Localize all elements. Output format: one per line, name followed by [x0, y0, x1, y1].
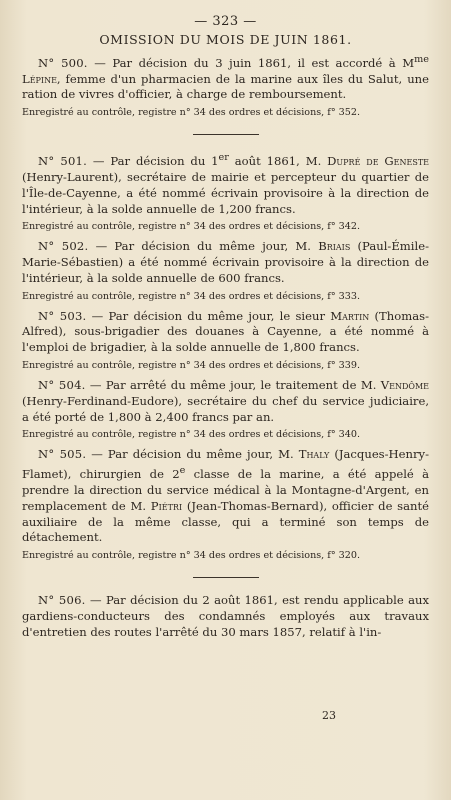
- entry-number: N° 505.: [38, 447, 87, 462]
- entry-text-before: — Par décision du même jour, M.: [88, 239, 319, 254]
- entry-number: N° 500.: [38, 55, 88, 70]
- entry-text-before: — Par décision du même jour, M.: [86, 447, 299, 462]
- person-name-2: Piétri: [150, 498, 183, 513]
- registration-note: Enregistré au contrôle, registre n° 34 des ordres et décisions, f° 333.: [22, 290, 361, 302]
- entry-505: [22, 447, 429, 563]
- entry-text-before: — Par décision du même jour, le sieur: [86, 308, 331, 323]
- entry-number: N° 503.: [38, 308, 87, 323]
- entry-superscript: e: [179, 465, 186, 477]
- entry-506: [22, 593, 429, 640]
- entry-text-before: — Par arrêté du même jour, le traitement de M.: [85, 378, 381, 393]
- entry-text-mid: (Jacques-Henry-Flamet), chirurgien de 2: [22, 447, 429, 482]
- person-name: Thaly: [298, 447, 330, 462]
- entry-text: [22, 52, 429, 103]
- entry-text-after: classe de la marine, a été appelé à prendre la direction du service médical à la Montagne-d'Argent, en remplacement de M.: [22, 467, 429, 513]
- entry-503: [22, 309, 429, 373]
- person-name: Lépine: [22, 71, 57, 86]
- entry-504: [22, 378, 429, 442]
- signature-mark: 23: [322, 709, 336, 722]
- entry-text: [22, 447, 429, 546]
- registration-note: Enregistré au contrôle, registre n° 34 des ordres et décisions, f° 352.: [22, 107, 361, 119]
- person-name: Dupré de Geneste: [327, 154, 429, 169]
- entry-text: [22, 239, 429, 286]
- entry-text-after: (Paul-Émile-Marie-Sébastien) a été nommé écrivain provisoire à la direction de l'intérieur, à la solde annuelle de 600 francs.: [22, 239, 429, 285]
- entry-number: N° 501.: [38, 154, 88, 169]
- entry-superscript: er: [218, 152, 229, 164]
- entry-text: [22, 150, 429, 217]
- page-number: — 323 —: [194, 14, 257, 29]
- entry-500: [22, 52, 429, 120]
- entry-number: N° 504.: [38, 378, 86, 393]
- separator-rule: [193, 577, 259, 578]
- entry-text-after: (Henry-Ferdinand-Eudore), secrétaire du chef du service judiciaire, a été porté de 1,800 à 2,400 francs par an.: [22, 393, 429, 424]
- entry-text: [22, 309, 429, 356]
- entry-text-after: (Henry-Laurent), secrétaire de mairie et percepteur du quartier de l'Île-de-Cayenne, a été nommé écrivain provisoire à la direction de l'intérieur, à la solde annuelle de 1,200 francs.: [22, 169, 429, 216]
- registration-note: Enregistré au contrôle, registre n° 34 des ordres et décisions, f° 342.: [22, 221, 361, 233]
- entry-superscript: me: [414, 54, 429, 65]
- entry-text-after: (Thomas-Alfred), sous-brigadier des douanes à Cayenne, a été nommé à l'emploi de brigadier, à la solde annuelle de 1,800 francs.: [22, 308, 429, 355]
- entry-text-before: — Par décision du 3 juin 1861, il est accordé à M: [87, 55, 415, 70]
- entry-text-before: — Par décision du 2 août 1861, est rendu applicable aux gardiens-conducteurs des condamnés employés aux travaux d'entretien des routes l'arrêté du 30 mars 1857, relatif à l'in-: [22, 593, 429, 639]
- person-name: Martin: [330, 308, 370, 323]
- entry-text-end: (Jean-Thomas-Bernard), officier de santé auxiliaire de la même classe, qui a terminé son temps de détachement.: [22, 498, 429, 545]
- entry-text-before: — Par décision du 1: [87, 154, 219, 169]
- entry-text-mid: août 1861, M.: [228, 154, 328, 169]
- person-name: Briais: [318, 239, 351, 254]
- separator-rule: [193, 134, 259, 135]
- registration-note: Enregistré au contrôle, registre n° 34 des ordres et décisions, f° 340.: [22, 429, 361, 441]
- entry-number: N° 506.: [38, 593, 86, 608]
- section-title: OMISSION DU MOIS DE JUIN 1861.: [99, 32, 352, 47]
- entry-number: N° 502.: [38, 239, 89, 254]
- entry-501: [22, 150, 429, 234]
- registration-note: Enregistré au contrôle, registre n° 34 des ordres et décisions, f° 339.: [22, 360, 361, 372]
- registration-note: Enregistré au contrôle, registre n° 34 des ordres et décisions, f° 320.: [22, 550, 361, 562]
- entry-502: [22, 239, 429, 303]
- entry-text-after: , femme d'un pharmacien de la marine aux îles du Salut, une ration de vivres d'officier, à charge de remboursement.: [22, 71, 429, 102]
- person-name: Vendôme: [380, 378, 429, 393]
- entry-text: [22, 593, 429, 640]
- entry-text: [22, 378, 429, 425]
